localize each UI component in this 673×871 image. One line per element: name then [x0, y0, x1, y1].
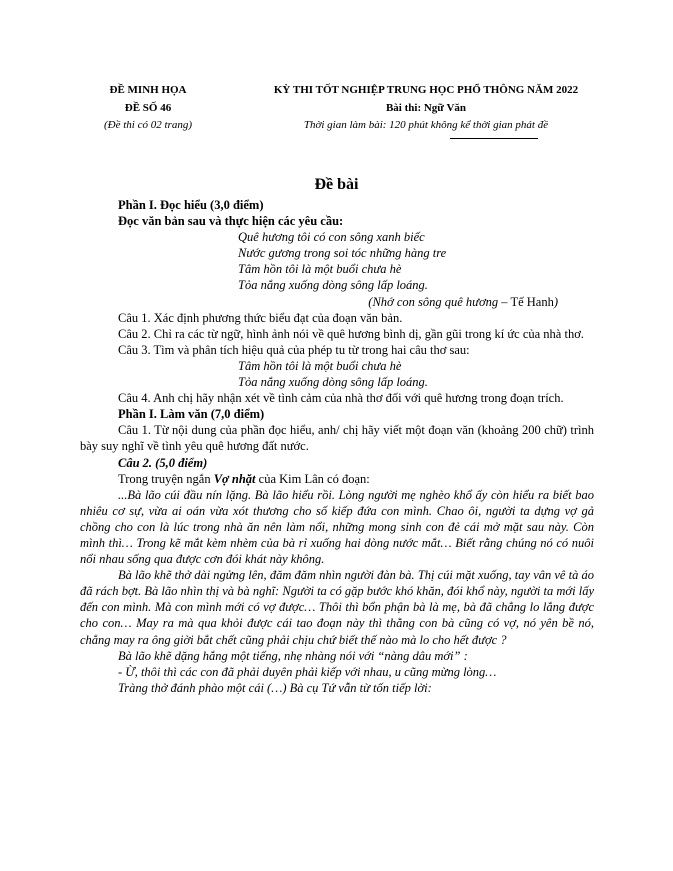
part2-heading: Phần I. Làm văn (7,0 điểm) — [118, 407, 265, 422]
question-4: Câu 4. Anh chị hãy nhận xét về tình cảm của nhà thơ đối với quê hương trong đoạn trích. — [118, 391, 564, 406]
source-author: Tế Hanh — [510, 294, 554, 309]
poem-line: Tỏa nắng xuống dòng sông lấp loáng. — [238, 278, 428, 293]
part2-question-2-heading: Câu 2. (5,0 điểm) — [118, 455, 208, 470]
q3-poem-line: Tâm hồn tôi là một buổi chưa hè — [238, 358, 402, 373]
question-3: Câu 3. Tìm và phân tích hiệu quả của phép tu từ trong hai câu thơ sau: — [118, 342, 470, 357]
time-limit: Thời gian làm bài: 120 phút không kể thời gian phát đề — [303, 119, 549, 131]
excerpt-paragraph: - Ừ, thôi thì các con đã phải duyên phải kiếp với nhau, u cũng mừng lòng… — [118, 664, 497, 679]
exam-content — [80, 197, 594, 696]
page-title: Đề bài — [314, 176, 359, 193]
poem-line: Quê hương tôi có con sông xanh biếc — [238, 230, 425, 245]
header-divider — [450, 138, 538, 139]
poem-source — [80, 294, 594, 310]
exam-name: KỲ THI TỐT NGHIỆP TRUNG HỌC PHỔ THÔNG NĂM 2022 — [273, 84, 579, 96]
header-left — [68, 82, 228, 135]
question-1: Câu 1. Xác định phương thức biểu đạt của đoạn văn bản. — [118, 310, 403, 325]
page-count-note: (Đề thi có 02 trang) — [104, 119, 192, 131]
intro-text: Trong truyện ngắn — [118, 471, 214, 486]
work-title: Vợ nhặt — [213, 471, 256, 486]
exam-number: ĐỀ SỐ 46 — [124, 101, 172, 114]
excerpt-paragraph: ...Bà lão cúi đầu nín lặng. Bà lão hiểu rồi. Lòng người mẹ nghèo khổ ấy còn hiểu ra biết bao nhiêu cơ sự, vừa ai oán vừa xót thương cho số kiếp đứa con mình. Chao ôi, người ta dựng vợ gả chồng cho con là lúc trong nhà ăn nên làm nổi, những mong sinh con đẻ cái mở mặt sau này. Còn mình thì… Trong kẽ mắt kèm nhèm của bà rỉ xuống hai dòng nước mắt… Biết rằng chúng nó có nuôi nổi nhau sống qua được cơn đói khát này không. — [80, 487, 594, 567]
header-right — [236, 82, 616, 135]
intro-text: của Kim Lân có đoạn: — [255, 471, 370, 486]
source-work: (Nhớ con sông quê hương — [368, 294, 499, 309]
excerpt-paragraph: Bà lão khẽ dặng hắng một tiếng, nhẹ nhàng nói với “nàng dâu mới” : — [118, 648, 468, 663]
q3-poem-line: Tỏa nắng xuống dòng sông lấp loáng. — [238, 375, 428, 390]
part2-question-1: Câu 1. Từ nội dung của phần đọc hiểu, anh/ chị hãy viết một đoạn văn (khoảng 200 chữ) trình bày suy nghĩ về tình yêu quê hương đất nước. — [80, 423, 594, 454]
part1-instruction: Đọc văn bản sau và thực hiện các yêu cầu: — [118, 214, 344, 229]
poem-line: Tâm hồn tôi là một buổi chưa hè — [238, 262, 402, 277]
part2-question-2-intro — [80, 471, 594, 487]
excerpt-paragraph: Tràng thở đánh phào một cái (…) Bà cụ Tứ vẫn từ tốn tiếp lời: — [118, 680, 432, 695]
question-2: Câu 2. Chỉ ra các từ ngữ, hình ảnh nói về quê hương bình dị, gần gũi trong kí ức của nhà thơ. — [118, 326, 584, 341]
part1-heading: Phần I. Đọc hiểu (3,0 điểm) — [118, 198, 264, 212]
excerpt-paragraph: Bà lão khẽ thở dài ngửng lên, đăm đăm nhìn người đàn bà. Thị cúi mặt xuống, tay vân vê tà áo đã rách bợt. Bà lão nhìn thị và bà nghĩ: Người ta có gặp bước khó khăn, đói khổ này, người ta mới lấy đến con mình. Mà con mình mới có vợ được… Thôi thì bổn phận bà là mẹ, bà đã chẳng lo lắng được cho con… May ra mà qua khỏi được cái tao đoạn này thì thằng con bà cũng có vợ, nó yên bề nó, chẳng may ra ông giời bắt chết cũng phải chịu chứ biết thế nào mà lo cho hết được ? — [80, 568, 594, 647]
exam-type: ĐỀ MINH HỌA — [109, 84, 187, 96]
subject: Bài thi: Ngữ Văn — [385, 101, 467, 114]
source-dash: – — [498, 294, 511, 309]
poem-line: Nước gương trong soi tóc những hàng tre — [238, 246, 447, 261]
source-close: ) — [553, 294, 558, 309]
